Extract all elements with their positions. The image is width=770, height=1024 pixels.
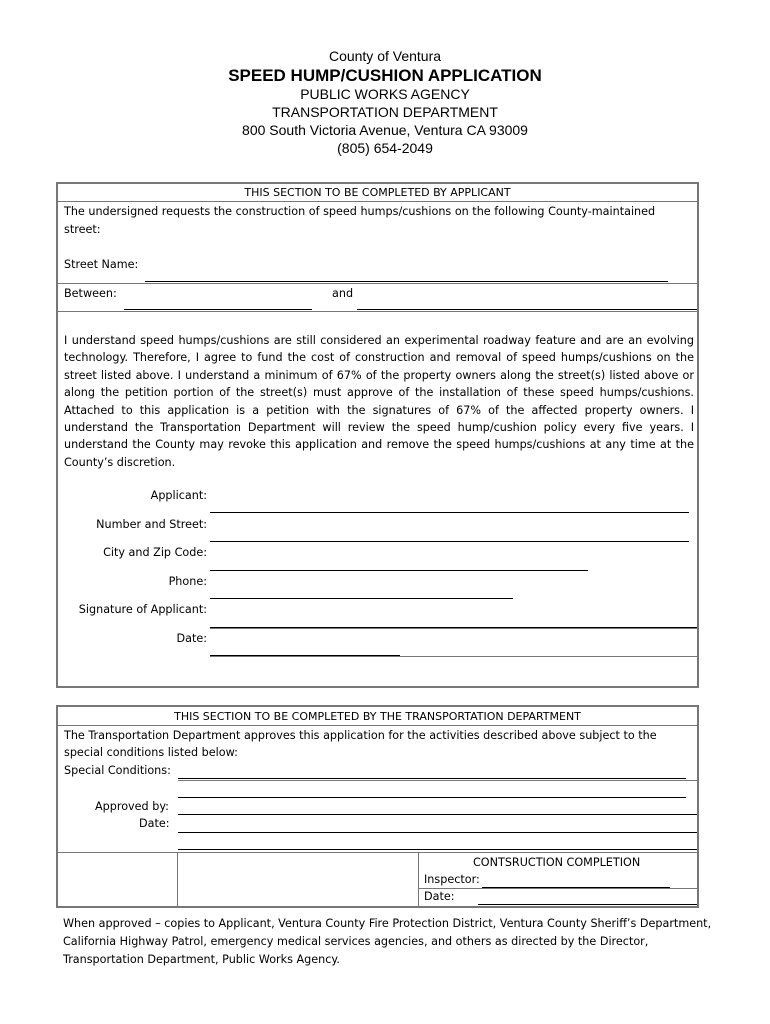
completion-date-field[interactable] — [478, 904, 697, 905]
approved-by-field[interactable] — [178, 814, 697, 815]
date-label: Date: — [176, 632, 207, 645]
street-name-field[interactable] — [145, 281, 668, 282]
divider — [58, 311, 697, 312]
phone-label: Phone: — [168, 575, 207, 588]
request-text-cont: street: — [64, 223, 101, 236]
county-name: County of Ventura — [328, 48, 442, 64]
special-conditions-field-2[interactable] — [178, 797, 686, 798]
agency-name: PUBLIC WORKS AGENCY — [300, 86, 470, 102]
inspector-label: Inspector: — [424, 873, 480, 886]
between-label: Between: — [64, 287, 117, 300]
agency-phone: (805) 654-2049 — [337, 140, 433, 156]
divider — [177, 852, 178, 906]
street-name-label: Street Name: — [64, 258, 139, 271]
divider — [58, 725, 697, 726]
divider — [58, 283, 697, 284]
and-label: and — [332, 287, 354, 300]
phone-field[interactable] — [210, 598, 513, 599]
between-street-1-field[interactable] — [124, 309, 312, 310]
divider — [418, 852, 419, 906]
department-section — [56, 705, 699, 908]
applicant-label: Applicant: — [150, 489, 207, 502]
agency-address: 800 South Victoria Avenue, Ventura CA 93009 — [242, 122, 528, 138]
applicant-section-title: THIS SECTION TO BE COMPLETED BY APPLICANT — [244, 186, 511, 199]
number-street-label: Number and Street: — [96, 518, 207, 531]
approval-date-field[interactable] — [178, 832, 697, 833]
between-street-2-field[interactable] — [357, 309, 697, 310]
city-zip-label: City and Zip Code: — [103, 546, 207, 559]
divider — [58, 201, 697, 202]
approval-text: The Transportation Department approves this application for the activities described above subject to the — [64, 729, 657, 742]
divider — [210, 656, 697, 657]
applicant-section — [56, 182, 699, 688]
applicant-field[interactable] — [210, 512, 689, 513]
approval-date-label: Date: — [139, 817, 170, 830]
city-zip-field[interactable] — [210, 570, 588, 571]
approval-extra-line — [178, 849, 697, 850]
approval-text-cont: special conditions listed below: — [64, 746, 238, 759]
special-conditions-label: Special Conditions: — [64, 764, 171, 777]
divider — [210, 628, 697, 629]
divider — [58, 852, 697, 853]
approved-by-label: Approved by: — [95, 800, 169, 813]
completion-date-label: Date: — [424, 890, 455, 903]
department-section-title: THIS SECTION TO BE COMPLETED BY THE TRANSPORTATION DEPARTMENT — [174, 710, 581, 723]
distribution-note: When approved – copies to Applicant, Ventura County Fire Protection District, Ventura County Sheriff’s Department, California Highway Patrol, emergency medical services agencies, and others as directed by the Director, Transportation Department, Public Works Agency. — [63, 917, 712, 966]
signature-label: Signature of Applicant: — [78, 603, 207, 616]
request-text: The undersigned requests the construction of speed humps/cushions on the following County-maintained — [64, 205, 656, 218]
special-conditions-field[interactable] — [178, 778, 686, 779]
applicant-statement: I understand speed humps/cushions are still considered an experimental roadway feature and are an evolving technology. Therefore, I agree to fund the cost of construction and removal of speed humps/cushions on the street listed above. I understand a minimum of 67% of the property owners along the street(s) listed above or along the petition portion of the street(s) must approve of the installation of these speed humps/cushions. Attached to this application is a petition with the signatures of 67% of the affected property owners. I understand the Transportation Department will review the speed hump/cushion policy every five years. I understand the County may revoke this application and remove the speed humps/cushions at any time at the County’s discretion. — [64, 334, 694, 469]
divider — [418, 888, 697, 889]
completion-title: CONTSRUCTION COMPLETION — [473, 856, 641, 869]
department-name: TRANSPORTATION DEPARTMENT — [272, 104, 498, 120]
divider — [178, 780, 697, 781]
form-title: SPEED HUMP/CUSHION APPLICATION — [228, 66, 542, 85]
number-street-field[interactable] — [210, 541, 689, 542]
